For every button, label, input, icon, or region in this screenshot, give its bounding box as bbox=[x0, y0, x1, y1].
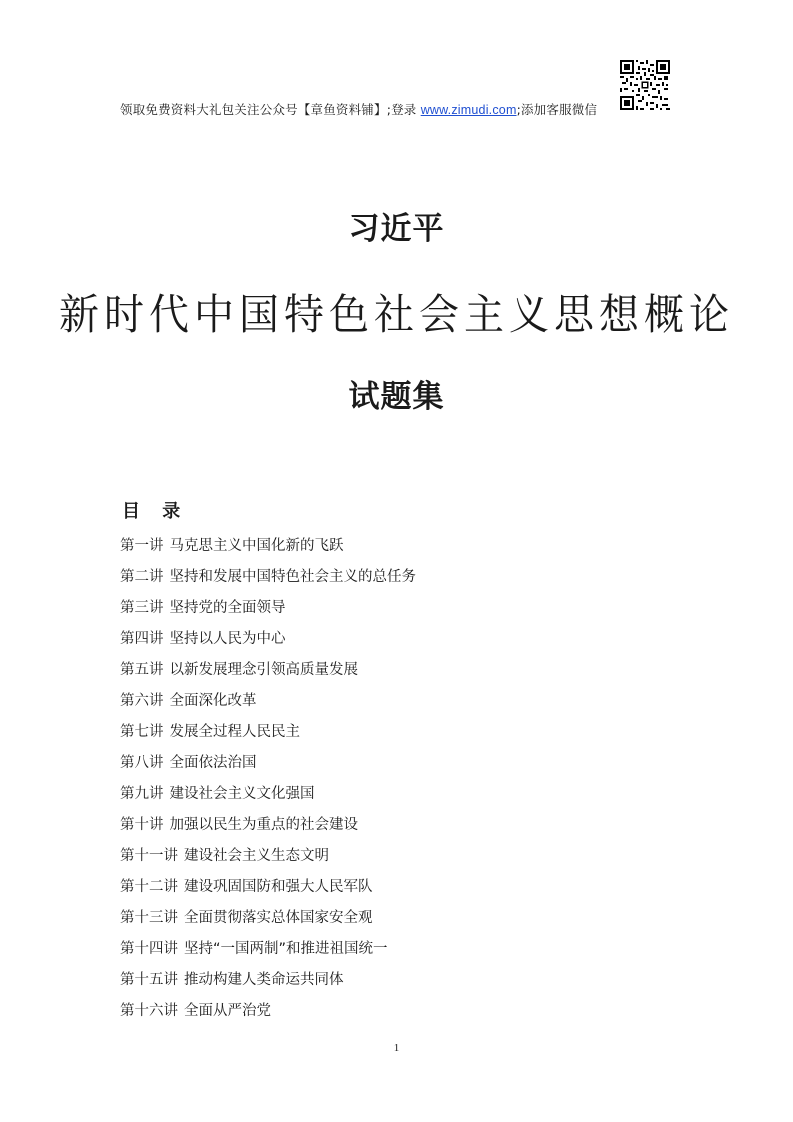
toc-item-title: 以新发展理念引领高质量发展 bbox=[169, 662, 358, 678]
toc-item-title: 建设巩固国防和强大人民军队 bbox=[184, 879, 373, 895]
promo-header bbox=[120, 100, 597, 118]
toc-item-number: 第三讲 bbox=[120, 600, 164, 616]
toc-item-title: 发展全过程人民民主 bbox=[169, 724, 300, 740]
toc-item-title: 全面深化改革 bbox=[169, 693, 257, 709]
toc-item-number: 第七讲 bbox=[120, 724, 164, 740]
page-number: 1 bbox=[393, 1042, 400, 1054]
toc-item[interactable] bbox=[120, 536, 416, 567]
promo-suffix: ;添加客服微信 bbox=[516, 102, 598, 117]
toc-item-number: 第五讲 bbox=[120, 662, 164, 678]
toc-item-number: 第十四讲 bbox=[120, 941, 178, 957]
toc-item-number: 第九讲 bbox=[120, 786, 164, 802]
toc-item[interactable] bbox=[120, 784, 416, 815]
website-link[interactable]: www.zimudi.com bbox=[420, 103, 517, 117]
toc-item[interactable] bbox=[120, 970, 416, 1001]
toc-item-number: 第十二讲 bbox=[120, 879, 178, 895]
toc-item[interactable] bbox=[120, 877, 416, 908]
toc-item-title: 马克思主义中国化新的飞跃 bbox=[169, 538, 344, 554]
toc-item-number: 第二讲 bbox=[120, 569, 164, 585]
title-subject: 新时代中国特色社会主义思想概论 bbox=[59, 291, 734, 340]
toc-item-title: 坚持和发展中国特色社会主义的总任务 bbox=[169, 569, 416, 585]
toc-item[interactable] bbox=[120, 1001, 416, 1032]
qr-code-icon bbox=[620, 60, 670, 110]
toc-item-number: 第六讲 bbox=[120, 693, 164, 709]
toc-item-title: 建设社会主义生态文明 bbox=[184, 848, 329, 864]
toc-item-title: 坚持党的全面领导 bbox=[169, 600, 286, 616]
toc-item-title: 建设社会主义文化强国 bbox=[169, 786, 315, 802]
toc-item[interactable] bbox=[120, 908, 416, 939]
toc-item-title: 全面从严治党 bbox=[184, 1003, 271, 1019]
toc-item[interactable] bbox=[120, 598, 416, 629]
toc-item-title: 推动构建人类命运共同体 bbox=[184, 972, 344, 988]
toc-item[interactable] bbox=[120, 815, 416, 846]
toc-item[interactable] bbox=[120, 660, 416, 691]
toc-item-number: 第八讲 bbox=[120, 755, 164, 771]
toc-item[interactable] bbox=[120, 722, 416, 753]
toc-item-number: 第十六讲 bbox=[120, 1003, 178, 1019]
toc-item-title: 坚持以人民为中心 bbox=[169, 631, 286, 647]
toc-item-title: 全面贯彻落实总体国家安全观 bbox=[184, 910, 373, 926]
toc-item[interactable] bbox=[120, 753, 416, 784]
toc-heading: 目 录 bbox=[122, 501, 189, 522]
toc-item-title: 全面依法治国 bbox=[169, 755, 257, 771]
toc-item-title: 坚持“一国两制”和推进祖国统一 bbox=[184, 941, 388, 957]
toc-item[interactable] bbox=[120, 567, 416, 598]
toc-item[interactable] bbox=[120, 629, 416, 660]
table-of-contents bbox=[120, 536, 416, 1032]
toc-item-number: 第十一讲 bbox=[120, 848, 178, 864]
toc-item-number: 第十讲 bbox=[120, 817, 164, 833]
title-collection: 试题集 bbox=[348, 379, 445, 415]
toc-item[interactable] bbox=[120, 846, 416, 877]
toc-item-number: 第一讲 bbox=[120, 538, 164, 554]
toc-item-number: 第十三讲 bbox=[120, 910, 178, 926]
toc-item[interactable] bbox=[120, 691, 416, 722]
toc-item[interactable] bbox=[120, 939, 416, 970]
title-author: 习近平 bbox=[348, 211, 445, 247]
promo-prefix: 领取免费资料大礼包关注公众号【章鱼资料铺】;登录 bbox=[120, 102, 421, 117]
toc-item-title: 加强以民生为重点的社会建设 bbox=[169, 817, 358, 833]
toc-item-number: 第四讲 bbox=[120, 631, 164, 647]
toc-item-number: 第十五讲 bbox=[120, 972, 178, 988]
